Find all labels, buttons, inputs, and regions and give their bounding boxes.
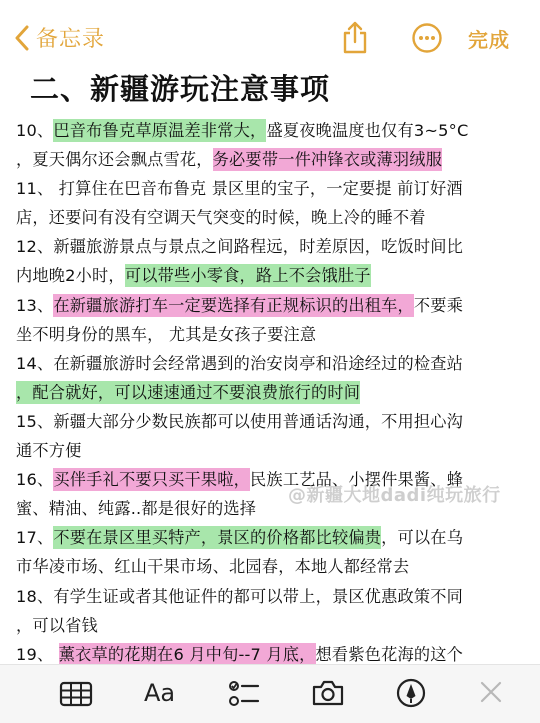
highlight-pink-text: 务必要带一件冲锋衣或薄羽绒服 xyxy=(212,150,443,170)
note-line xyxy=(16,203,530,232)
note-text: 17、 xyxy=(16,528,54,548)
note-text: 13、 xyxy=(16,295,54,315)
format-text-icon: Aa xyxy=(144,679,176,707)
note-text: 民族工艺品、小摆件果酱、蜂 xyxy=(250,470,464,490)
note-body-text[interactable] xyxy=(16,116,530,669)
note-text: 11、 打算住在巴音布鲁克 景区里的宝子，一定要提 前订好酒 xyxy=(16,179,463,199)
note-text: 16、 xyxy=(16,470,54,490)
note-text: 19、 xyxy=(16,644,59,664)
note-text: 不要乘 xyxy=(413,295,464,315)
note-text: 10、 xyxy=(16,121,54,140)
checklist-icon xyxy=(228,679,260,709)
note-line xyxy=(16,552,530,581)
note-line xyxy=(16,320,530,349)
close-icon xyxy=(479,680,503,704)
highlight-green-text: ，配合就好，可以速速通过不要浪费旅行的时间 xyxy=(16,382,361,402)
note-line xyxy=(16,407,530,436)
note-text: 想看紫色花海的这个 xyxy=(315,644,464,664)
note-text: 18、有学生证或者其他证件的都可以带上，景区优惠政策不同 xyxy=(16,586,464,606)
note-line xyxy=(16,145,530,174)
note-line xyxy=(16,291,530,320)
camera-icon xyxy=(311,679,345,707)
note-line xyxy=(16,261,530,290)
checklist-button[interactable] xyxy=(228,679,260,713)
note-text: ，可以省钱 xyxy=(16,615,98,635)
watermark: @新疆大地dadi纯玩旅行 xyxy=(288,485,501,506)
highlight-pink-text: 买伴手礼不要只买干果啦， xyxy=(53,470,251,490)
note-line xyxy=(16,582,530,611)
note-text: ，可以在乌 xyxy=(381,528,464,548)
table-icon xyxy=(59,681,93,707)
top-navigation-bar xyxy=(0,0,540,72)
share-button[interactable] xyxy=(341,20,369,58)
note-text: 通不方便 xyxy=(16,441,82,461)
back-label: 备忘录 xyxy=(36,27,106,52)
note-line xyxy=(16,523,530,552)
format-text-button[interactable] xyxy=(144,679,175,707)
close-button[interactable] xyxy=(479,680,503,708)
table-button[interactable] xyxy=(59,681,93,711)
bottom-toolbar xyxy=(0,664,540,723)
highlight-green-text: 巴音布鲁克草原温差非常大， xyxy=(53,121,267,140)
more-button[interactable] xyxy=(411,22,443,58)
note-text: 盛夏夜晚温度也仅有3~5°C xyxy=(266,121,469,140)
note-text: 14、在新疆旅游时会经常遇到的治安岗亭和沿途经过的检查站 xyxy=(16,353,464,373)
note-text: ，夏天偶尔还会飘点雪花， xyxy=(16,150,213,170)
highlight-green-text: 可以带些小零食，路上不会饿肚子 xyxy=(124,266,371,286)
chevron-left-icon xyxy=(14,25,30,51)
note-line xyxy=(16,349,530,378)
note-text: 店，还要问有没有空调天气突变的时候，晚上冷的睡不着 xyxy=(16,208,426,228)
markup-pen-icon xyxy=(396,678,426,708)
note-heading[interactable]: 二、新疆游玩注意事项 xyxy=(30,72,331,106)
highlight-pink-text: 薰衣草的花期在6 月中旬--7 月底， xyxy=(58,644,316,664)
note-line xyxy=(16,611,530,640)
note-line xyxy=(16,116,530,145)
camera-button[interactable] xyxy=(311,679,345,711)
note-text: 市华凌市场、红山干果市场、北园春，本地人都经常去 xyxy=(16,557,410,577)
back-button[interactable] xyxy=(14,22,105,53)
note-text: 15、新疆大部分少数民族都可以使用普通话沟通，不用担心沟 xyxy=(16,411,464,431)
highlight-pink-text: 在新疆旅游打车一定要选择有正规标识的出租车， xyxy=(53,295,414,315)
share-icon xyxy=(341,20,369,54)
done-button[interactable]: 完成 xyxy=(468,28,510,52)
markup-button[interactable] xyxy=(396,678,426,712)
note-text: 12、新疆旅游景点与景点之间路程远，时差原因，吃饭时间比 xyxy=(16,237,464,257)
highlight-green-text: 不要在景区里买特产，景区的价格都比较偏贵 xyxy=(53,528,382,548)
more-options-icon xyxy=(411,22,443,54)
note-line xyxy=(16,232,530,261)
note-line xyxy=(16,174,530,203)
note-text: 内地晚2小时， xyxy=(16,266,125,286)
note-line xyxy=(16,436,530,465)
note-text: 坐不明身份的黑车， 尤其是女孩子要注意 xyxy=(16,324,317,344)
note-text: 蜜、精油、纯露..都是很好的选择 xyxy=(16,499,257,519)
note-line xyxy=(16,378,530,407)
